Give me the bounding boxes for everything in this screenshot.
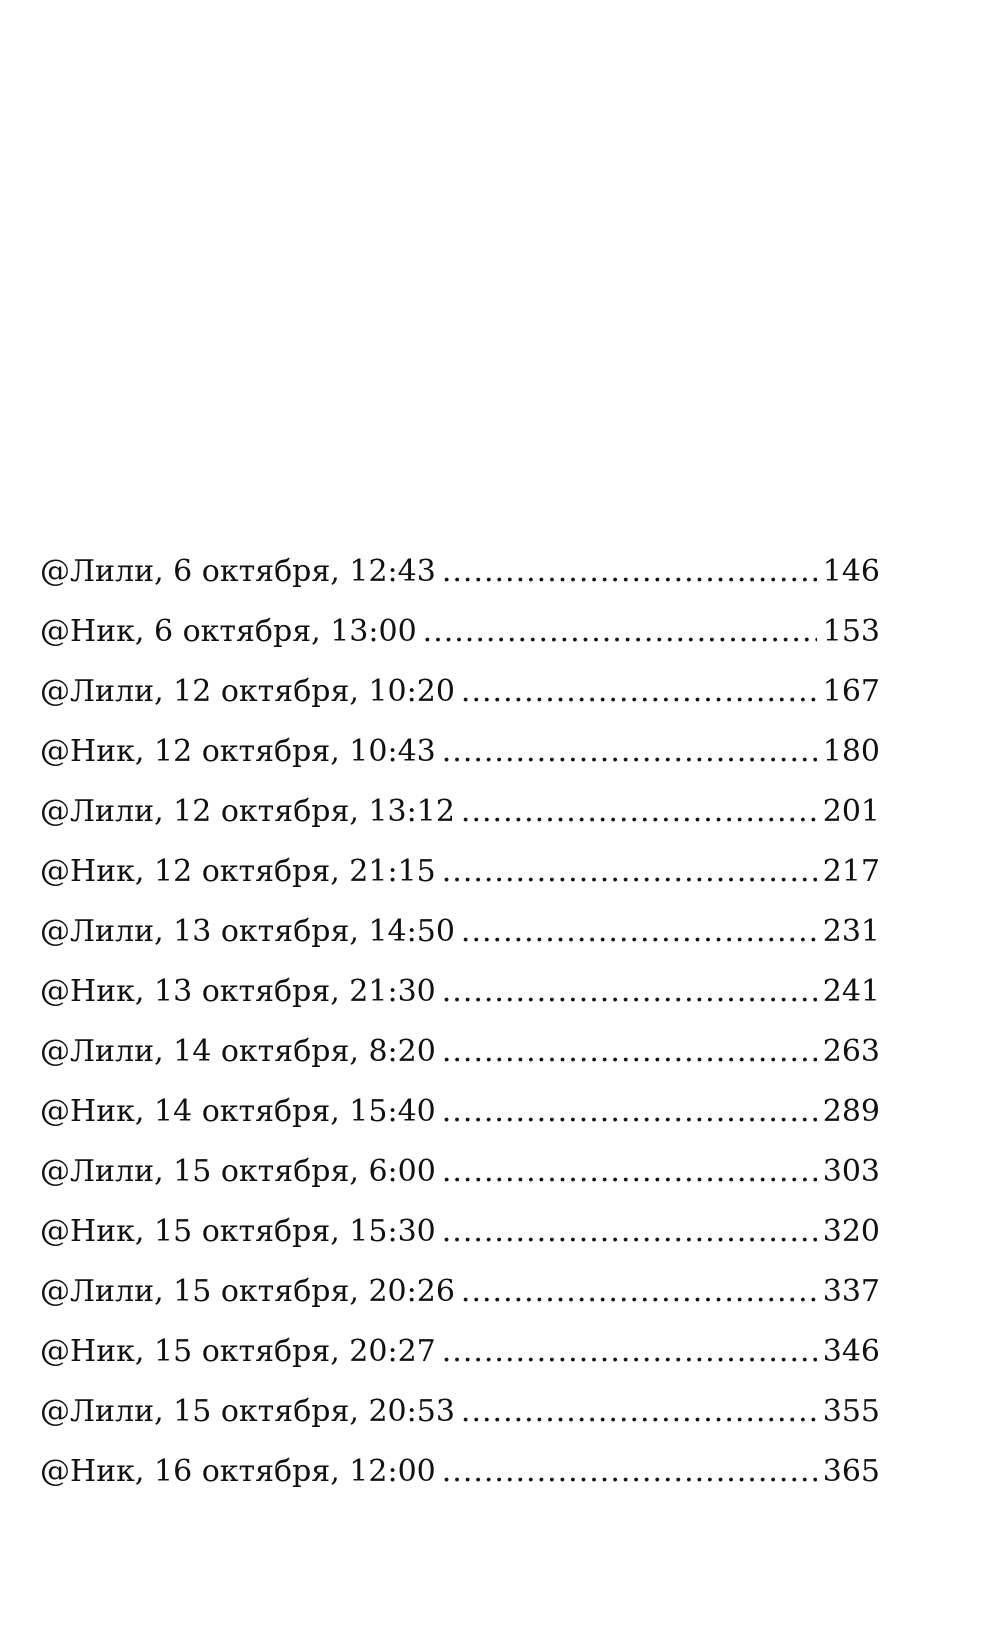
toc-entry-page: 337	[822, 1274, 880, 1309]
toc-entry[interactable]	[40, 722, 880, 782]
toc-entry-page: 289	[822, 1094, 880, 1129]
dot-leader	[442, 842, 817, 902]
toc-entry[interactable]	[40, 902, 880, 962]
dot-leader	[461, 662, 817, 722]
toc-entry-title: @Ник, 15 октября, 20:27	[40, 1334, 436, 1369]
toc-entry-title: @Лили, 6 октября, 12:43	[40, 554, 436, 589]
dot-leader	[442, 1082, 817, 1142]
dot-leader	[442, 1142, 817, 1202]
dot-leader	[442, 1442, 817, 1502]
toc-entry[interactable]	[40, 1442, 880, 1502]
dot-leader	[442, 542, 817, 602]
toc-entry-title: @Ник, 12 октября, 10:43	[40, 734, 436, 769]
toc-entry-page: 263	[822, 1034, 880, 1069]
toc-entry-page: 146	[822, 554, 880, 589]
toc-entry[interactable]	[40, 782, 880, 842]
toc-entry-title: @Лили, 15 октября, 20:53	[40, 1394, 455, 1429]
dot-leader	[461, 1382, 817, 1442]
dot-leader	[442, 962, 817, 1022]
toc-entry-title: @Ник, 14 октября, 15:40	[40, 1094, 436, 1129]
dot-leader	[442, 1322, 817, 1382]
dot-leader	[423, 602, 817, 662]
toc-entry-page: 153	[822, 614, 880, 649]
toc-entry[interactable]	[40, 1322, 880, 1382]
toc-entry[interactable]	[40, 662, 880, 722]
toc-entry-title: @Лили, 14 октября, 8:20	[40, 1034, 436, 1069]
toc-entry-title: @Лили, 15 октября, 20:26	[40, 1274, 455, 1309]
table-of-contents	[40, 542, 880, 1502]
toc-entry[interactable]	[40, 542, 880, 602]
toc-entry-title: @Лили, 12 октября, 13:12	[40, 794, 455, 829]
toc-entry-title: @Лили, 12 октября, 10:20	[40, 674, 455, 709]
toc-entry[interactable]	[40, 1382, 880, 1442]
dot-leader	[461, 902, 817, 962]
toc-entry[interactable]	[40, 1142, 880, 1202]
dot-leader	[442, 1202, 817, 1262]
toc-entry[interactable]	[40, 1202, 880, 1262]
dot-leader	[461, 1262, 817, 1322]
toc-entry-page: 355	[822, 1394, 880, 1429]
toc-entry-page: 346	[822, 1334, 880, 1369]
toc-entry-page: 180	[822, 734, 880, 769]
toc-entry[interactable]	[40, 602, 880, 662]
toc-entry-page: 217	[822, 854, 880, 889]
toc-entry-page: 365	[822, 1454, 880, 1489]
toc-entry-title: @Ник, 6 октября, 13:00	[40, 614, 417, 649]
dot-leader	[442, 722, 817, 782]
toc-entry[interactable]	[40, 842, 880, 902]
toc-entry-page: 167	[822, 674, 880, 709]
toc-entry-title: @Ник, 13 октября, 21:30	[40, 974, 436, 1009]
toc-entry-title: @Ник, 15 октября, 15:30	[40, 1214, 436, 1249]
toc-entry[interactable]	[40, 962, 880, 1022]
toc-entry-title: @Ник, 12 октября, 21:15	[40, 854, 436, 889]
toc-entry[interactable]	[40, 1022, 880, 1082]
toc-entry-page: 231	[822, 914, 880, 949]
dot-leader	[442, 1022, 817, 1082]
toc-entry[interactable]	[40, 1262, 880, 1322]
toc-entry-title: @Ник, 16 октября, 12:00	[40, 1454, 436, 1489]
toc-entry-page: 241	[822, 974, 880, 1009]
dot-leader	[461, 782, 817, 842]
toc-entry[interactable]	[40, 1082, 880, 1142]
toc-entry-page: 320	[822, 1214, 880, 1249]
toc-entry-page: 201	[822, 794, 880, 829]
toc-entry-page: 303	[822, 1154, 880, 1189]
toc-entry-title: @Лили, 13 октября, 14:50	[40, 914, 455, 949]
toc-entry-title: @Лили, 15 октября, 6:00	[40, 1154, 436, 1189]
